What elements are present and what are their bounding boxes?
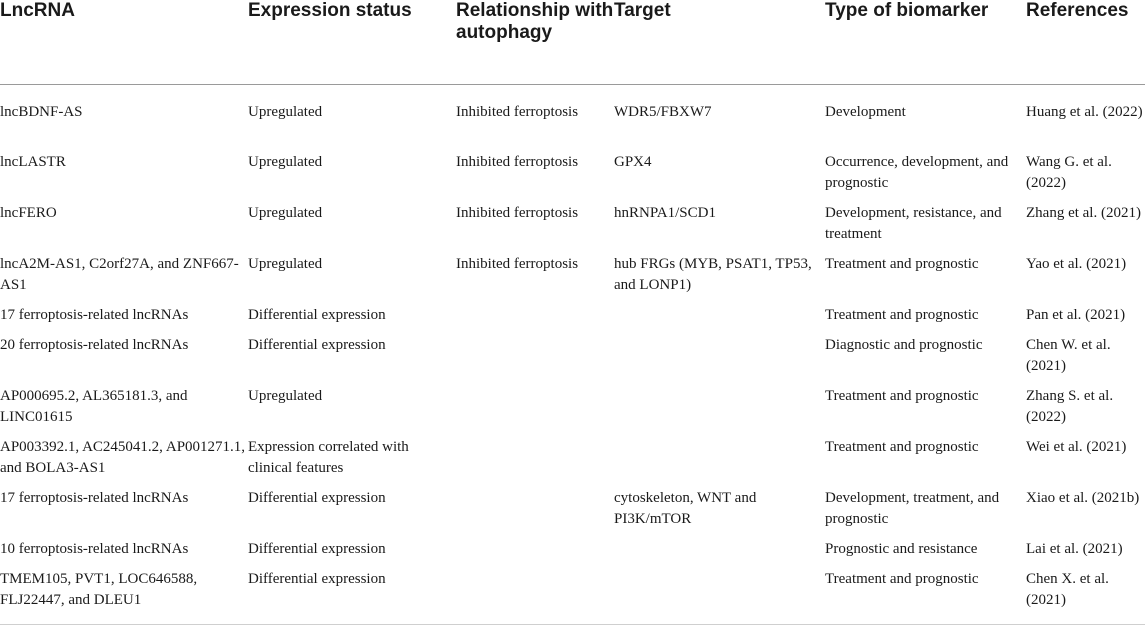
cell-relationship: Inhibited ferroptosis	[456, 256, 579, 272]
cell-biomarker-type: Development, resistance, and treatment	[825, 205, 1002, 242]
cell-relationship	[456, 437, 614, 488]
table-row	[0, 84, 1145, 152]
table-row	[0, 386, 1145, 437]
cell-target	[614, 569, 825, 624]
cell-target	[614, 539, 825, 569]
cell-relationship	[456, 305, 614, 335]
cell-expression-status: Differential expression	[248, 307, 386, 323]
cell-expression-status: Expression correlated with clinical features	[248, 439, 409, 476]
cell-biomarker-type: Occurrence, development, and prognostic	[825, 154, 1009, 191]
table-row	[0, 569, 1145, 624]
cell-expression-status: Upregulated	[248, 205, 323, 221]
cell-reference: Wei et al. (2021)	[1026, 439, 1127, 455]
cell-expression-status: Differential expression	[248, 337, 386, 353]
cell-lncrna: lncA2M-AS1, C2orf27A, and ZNF667-AS1	[0, 256, 239, 293]
cell-relationship: Inhibited ferroptosis	[456, 154, 579, 170]
cell-target: cytoskeleton, WNT and PI3K/mTOR	[614, 490, 757, 527]
cell-relationship	[456, 569, 614, 624]
header-references: References	[1026, 0, 1145, 84]
cell-target: GPX4	[614, 154, 652, 170]
cell-lncrna: lncBDNF-AS	[0, 103, 83, 120]
cell-reference: Wang G. et al. (2022)	[1026, 154, 1112, 191]
cell-lncrna: lncLASTR	[0, 154, 66, 170]
cell-reference: Xiao et al. (2021b)	[1026, 490, 1140, 506]
table-header-row	[0, 0, 1145, 84]
cell-relationship	[456, 386, 614, 437]
cell-lncrna: 10 ferroptosis-related lncRNAs	[0, 541, 189, 557]
cell-expression-status: Upregulated	[248, 256, 323, 272]
cell-relationship	[456, 539, 614, 569]
table-row	[0, 539, 1145, 569]
cell-reference: Lai et al. (2021)	[1026, 541, 1123, 557]
cell-target	[614, 437, 825, 488]
cell-relationship	[456, 488, 614, 539]
cell-lncrna: AP000695.2, AL365181.3, and LINC01615	[0, 388, 188, 425]
cell-biomarker-type: Prognostic and resistance	[825, 541, 978, 557]
cell-target	[614, 335, 825, 386]
table-row	[0, 254, 1145, 305]
table-row	[0, 203, 1145, 254]
table-row	[0, 437, 1145, 488]
cell-expression-status: Upregulated	[248, 103, 323, 120]
header-relationship-with-autophagy: Relationship with autophagy	[456, 0, 614, 84]
cell-target	[614, 305, 825, 335]
header-type-of-biomarker: Type of biomarker	[825, 0, 1026, 84]
table-row	[0, 305, 1145, 335]
cell-relationship	[456, 335, 614, 386]
table-row	[0, 335, 1145, 386]
cell-reference: Chen X. et al. (2021)	[1026, 569, 1145, 624]
cell-expression-status: Upregulated	[248, 154, 323, 170]
cell-lncrna: TMEM105, PVT1, LOC646588, FLJ22447, and DLEU1	[0, 569, 248, 624]
cell-reference: Pan et al. (2021)	[1026, 307, 1126, 323]
cell-lncrna: 20 ferroptosis-related lncRNAs	[0, 337, 189, 353]
cell-biomarker-type: Development, treatment, and prognostic	[825, 490, 1000, 527]
cell-expression-status: Differential expression	[248, 541, 386, 557]
header-expression-status: Expression status	[248, 0, 456, 84]
cell-target: hnRNPA1/SCD1	[614, 205, 716, 221]
cell-relationship: Inhibited ferroptosis	[456, 103, 579, 120]
cell-biomarker-type: Treatment and prognostic	[825, 256, 979, 272]
cell-reference: Zhang et al. (2021)	[1026, 205, 1141, 221]
header-target: Target	[614, 0, 825, 84]
table-row	[0, 152, 1145, 203]
cell-lncrna: AP003392.1, AC245041.2, AP001271.1, and BOLA3-AS1	[0, 439, 246, 476]
cell-expression-status: Differential expression	[248, 569, 456, 624]
cell-target	[614, 386, 825, 437]
cell-reference: Chen W. et al. (2021)	[1026, 337, 1111, 374]
cell-expression-status: Differential expression	[248, 490, 386, 506]
cell-lncrna: 17 ferroptosis-related lncRNAs	[0, 307, 189, 323]
cell-target: WDR5/FBXW7	[614, 103, 712, 120]
cell-relationship: Inhibited ferroptosis	[456, 205, 579, 221]
cell-biomarker-type: Development	[825, 103, 906, 120]
cell-lncrna: 17 ferroptosis-related lncRNAs	[0, 490, 189, 506]
cell-target: hub FRGs (MYB, PSAT1, TP53, and LONP1)	[614, 256, 812, 293]
cell-biomarker-type: Treatment and prognostic	[825, 388, 979, 404]
cell-lncrna: lncFERO	[0, 205, 57, 221]
header-lncrna: LncRNA	[0, 0, 248, 84]
cell-biomarker-type: Treatment and prognostic	[825, 569, 1026, 624]
cell-biomarker-type: Treatment and prognostic	[825, 307, 979, 323]
cell-reference: Zhang S. et al. (2022)	[1026, 388, 1114, 425]
cell-reference: Huang et al. (2022)	[1026, 103, 1143, 120]
cell-expression-status: Upregulated	[248, 388, 323, 404]
cell-biomarker-type: Treatment and prognostic	[825, 439, 979, 455]
table-row	[0, 488, 1145, 539]
cell-biomarker-type: Diagnostic and prognostic	[825, 337, 983, 353]
cell-reference: Yao et al. (2021)	[1026, 256, 1127, 272]
